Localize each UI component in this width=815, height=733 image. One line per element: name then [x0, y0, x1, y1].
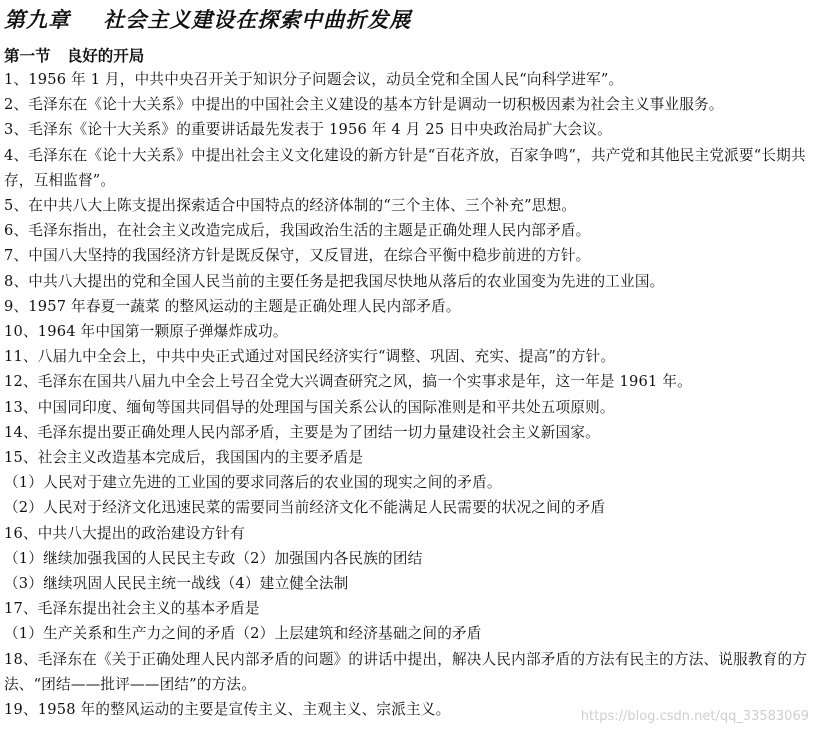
paragraph-16-items-1-2: （1）继续加强我国的人民民主专政（2）加强国内各民族的团结 — [4, 549, 423, 567]
paragraph-16-items-3-4: （3）继续巩固人民民主统一战线（4）建立健全法制 — [4, 575, 349, 593]
paragraph-17-items: （1）生产关系和生产力之间的矛盾（2）上层建筑和经济基础之间的矛盾 — [4, 625, 482, 643]
paragraph-1: 1、1956 年 1 月，中共中央召开关于知识分子问题会议，动员全党和全国人民“向科学进军”。 — [4, 71, 624, 88]
paragraph-14: 14、毛泽东提出要正确处理人民内部矛盾，主要是为了团结一切力量建设社会主义新国家。 — [4, 423, 600, 441]
paragraph-9: 9、1957 年春夏一蔬菜 的整风运动的主题是正确处理人民内部矛盾。 — [4, 297, 461, 315]
paragraph-2: 2、毛泽东在《论十大关系》中提出的中国社会主义建设的基本方针是调动一切积极因素为社会主义事业服务。 — [4, 96, 724, 114]
paragraph-15: 15、社会主义改造基本完成后，我国国内的主要矛盾是 — [4, 449, 364, 467]
paragraph-19-partial: 19、1958 年的整风运动的主要是宣传主义、主观主义、宗派主义。 — [4, 701, 451, 719]
chapter-title: 第九章 社会主义建设在探索中曲折发展 — [4, 7, 412, 32]
paragraph-3: 3、毛泽东《论十大关系》的重要讲话最先发表于 1956 年 4 月 25 日中央政治局扩大会议。 — [4, 121, 612, 139]
paragraph-10: 10、1964 年中国第一颗原子弹爆炸成功。 — [4, 323, 288, 341]
watermark: https://blog.csdn.net/qq_33583069 — [580, 709, 809, 724]
paragraph-13: 13、中国同印度、缅甸等国共同倡导的处理国与国关系公认的国际准则是和平共处五项原则。 — [4, 398, 615, 416]
paragraph-5: 5、在中共八大上陈支提出探索适合中国特点的经济体制的“三个主体、三个补充”思想。 — [4, 197, 577, 215]
paragraph-4: 4、毛泽东在《论十大关系》中提出社会主义文化建设的新方针是“百花齐放，百家争鸣”，共产党和其他民主党派要“长期共存，互相监督”。 — [4, 146, 806, 189]
paragraph-12: 12、毛泽东在国共八届九中全会上号召全党大兴调查研究之风，搞一个实事求是年，这一年是 1961 年。 — [4, 373, 692, 391]
paragraph-11: 11、八届九中全会上，中共中央正式通过对国民经济实行“调整、巩固、充实、提高”的方针。 — [4, 348, 616, 366]
paragraph-7: 7、中国八大坚持的我国经济方针是既反保守，又反冒进，在综合平衡中稳步前进的方针。 — [4, 247, 591, 265]
paragraph-18: 18、毛泽东在《关于正确处理人民内部矛盾的问题》的讲话中提出，解决人民内部矛盾的方法有民主的方法、说服教育的方法、“团结——批评——团结”的方法。 — [4, 650, 808, 693]
paragraph-15-item-1: （1）人民对于建立先进的工业国的要求同落后的农业国的现实之间的矛盾。 — [4, 474, 502, 492]
paragraph-15-item-2: （2）人民对于经济文化迅速民菜的需要同当前经济文化不能满足人民需要的状况之间的矛盾 — [4, 499, 606, 517]
section-title: 第一节 良好的开局 — [4, 47, 145, 65]
paragraph-16: 16、中共八大提出的政治建设方针有 — [4, 524, 245, 542]
paragraph-8: 8、中共八大提出的党和全国人民当前的主要任务是把我国尽快地从落后的农业国变为先进的工业国。 — [4, 272, 665, 290]
paragraph-17: 17、毛泽东提出社会主义的基本矛盾是 — [4, 600, 260, 618]
paragraph-6: 6、毛泽东指出，在社会主义改造完成后，我国政治生活的主题是正确处理人民内部矛盾。 — [4, 222, 591, 240]
